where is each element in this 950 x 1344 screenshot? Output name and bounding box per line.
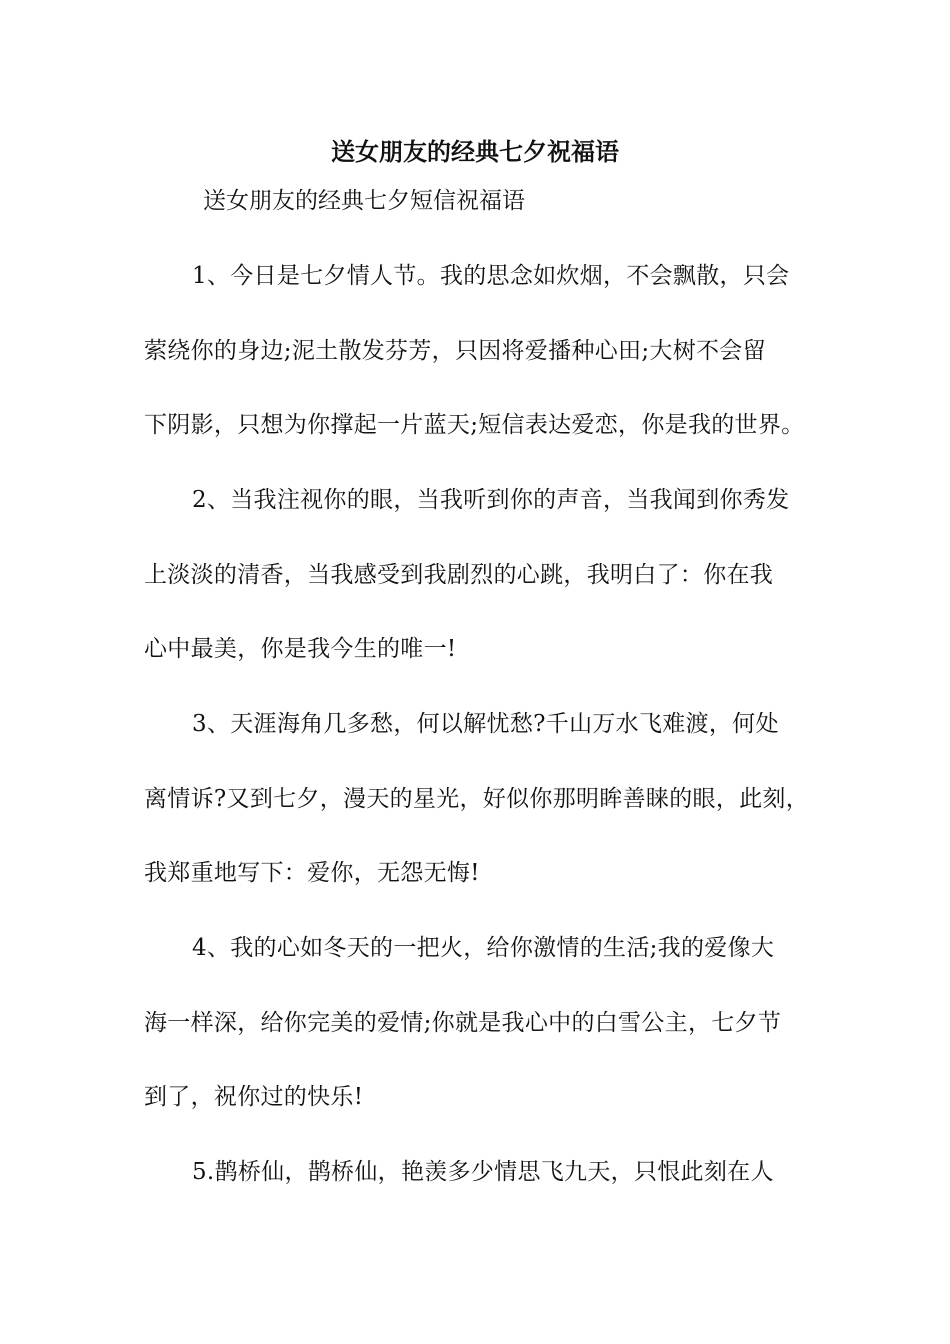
document-subtitle: 送女朋友的经典七夕短信祝福语 — [203, 188, 525, 214]
paragraph-line: 离情诉?又到七夕，漫天的星光，好似你那明眸善睐的眼，此刻， — [144, 786, 810, 812]
paragraph-line: 到了，祝你过的快乐! — [144, 1084, 364, 1110]
paragraph-line: 2、当我注视你的眼，当我听到你的声音，当我闻到你秀发 — [192, 487, 790, 513]
paragraph-line: 3、天涯海角几多愁，何以解忧愁?千山万水飞难渡，何处 — [192, 711, 779, 737]
paragraph-line: 海一样深，给你完美的爱情;你就是我心中的白雪公主，七夕节 — [144, 1010, 782, 1036]
paragraph-line: 萦绕你的身边;泥土散发芬芳，只因将爱播种心田;大树不会留 — [144, 338, 766, 364]
paragraph-line: 5.鹊桥仙，鹊桥仙，艳羡多少情思飞九天，只恨此刻在人 — [192, 1159, 774, 1185]
paragraph-line: 4、我的心如冬天的一把火，给你激情的生活;我的爱像大 — [192, 935, 775, 961]
paragraph-line: 1、今日是七夕情人节。我的思念如炊烟，不会飘散，只会 — [192, 263, 790, 289]
paragraph-line: 我郑重地写下：爱你，无怨无悔! — [144, 860, 480, 886]
paragraph-line: 下阴影，只想为你撑起一片蓝天;短信表达爱恋，你是我的世界。 — [144, 412, 805, 438]
paragraph-line: 心中最美，你是我今生的唯一! — [144, 636, 457, 662]
document-title: 送女朋友的经典七夕祝福语 — [331, 137, 619, 166]
paragraph-line: 上淡淡的清香，当我感受到我剧烈的心跳，我明白了：你在我 — [144, 562, 774, 588]
